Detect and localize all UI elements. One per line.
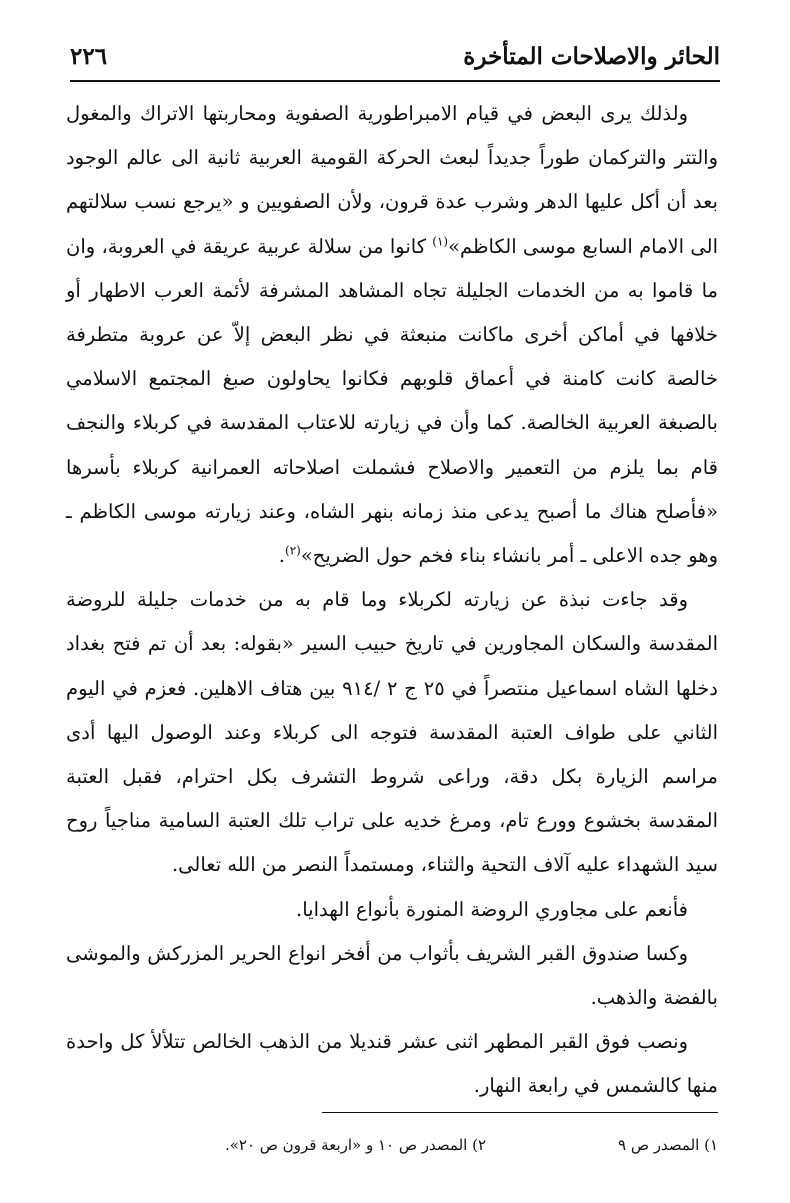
footnote-2: ٢) المصدر ص ١٠ و «اربعة قرون ص ٢٠». <box>224 1136 486 1154</box>
running-header <box>70 36 720 82</box>
paragraph-text: . <box>278 544 285 568</box>
footnote-1: ١) المصدر ص ٩ <box>618 1136 718 1154</box>
body-text <box>66 92 718 1109</box>
page-number: ٢٢٦ <box>70 43 108 70</box>
footnote-reference-2: (٢) <box>285 543 301 558</box>
paragraph: وكسا صندوق القبر الشريف بأثواب من أفخر انواع الحرير المزركش والموشى بالفضة والذهب. <box>66 941 718 1010</box>
paragraph: ونصب فوق القبر المطهر اثنى عشر قنديلا من الذهب الخالص تتلألأ كل واحدة منها كالشمس في رابعة النهار. <box>66 1030 718 1098</box>
footnote-divider <box>322 1112 718 1113</box>
paragraph: فأنعم على مجاوري الروضة المنورة بأنواع الهدايا. <box>296 897 688 921</box>
footnotes <box>66 1130 718 1160</box>
paragraph-text: كانوا من سلالة عربية عريقة في العروبة، وان ما قاموا به من الخدمات الجليلة تجاه المشاهد المشرفة لأئمة العرب الاطهار أو خلافها في أماكن أخرى ماكانت منبعثة في نظر البعض إلاّ عن عروبة متطرفة خالصة كانت كامنة في أعماق قلوبهم فكانوا يحاولون صبغ المجتمع الاسلامي بالصبغة العربية الخالصة. كما وأن في زيارته للاعتاب المقدسة في كربلاء والنجف قام بما يلزم من التعمير والاصلاح فشملت اصلاحاته العمرانية كربلاء بأسرها «فأصلح هناك ما أصبح يدعى منذ زمانه بنهر الشاه، وعند زيارته موسى الكاظم ـ وهو جده الاعلى ـ أمر بانشاء بناء فخم حول الضريح» <box>66 234 718 568</box>
paragraph <box>66 92 718 578</box>
paragraph-text: ولذلك يرى البعض في قيام الامبراطورية الصفوية ومحاربتها الاتراك والمغول والتتر والتركمان طوراً جديداً لبعث الحركة القومية العربية ثانية الى عالم الوجود بعد أن أكل عليها الدهر وشرب عدة قرون، ولأن الصفويين و «يرجع نسب سلالتهم الى الامام السابع موسى الكاظم» <box>66 102 718 258</box>
running-title: الحائر والاصلاحات المتأخرة <box>463 43 720 70</box>
paragraph: وقد جاءت نبذة عن زيارته لكربلاء وما قام به من خدمات جليلة للروضة المقدسة والسكان المجاورين في تاريخ حبيب السير «بقوله: بعد أن تم فتح بغداد دخلها الشاه اسماعيل منتصراً في ٢٥ ج ٢ /٩١٤ بين هتاف الاهلين. فعزم في اليوم الثاني على طواف العتبة المقدسة فتوجه الى كربلاء وعند الوصول اليها أدى مراسم الزيارة بكل دقة، وراعى شروط التشرف بكل احترام، فقبل العتبة المقدسة بخشوع وورع تام، ومرغ خديه على تراب تلك العتبة السامية مناجياً روح سيد الشهداء عليه آلاف التحية والثناء، ومستمداً النصر من الله تعالى. <box>66 588 718 877</box>
footnote-reference-1: (١) <box>432 234 449 249</box>
